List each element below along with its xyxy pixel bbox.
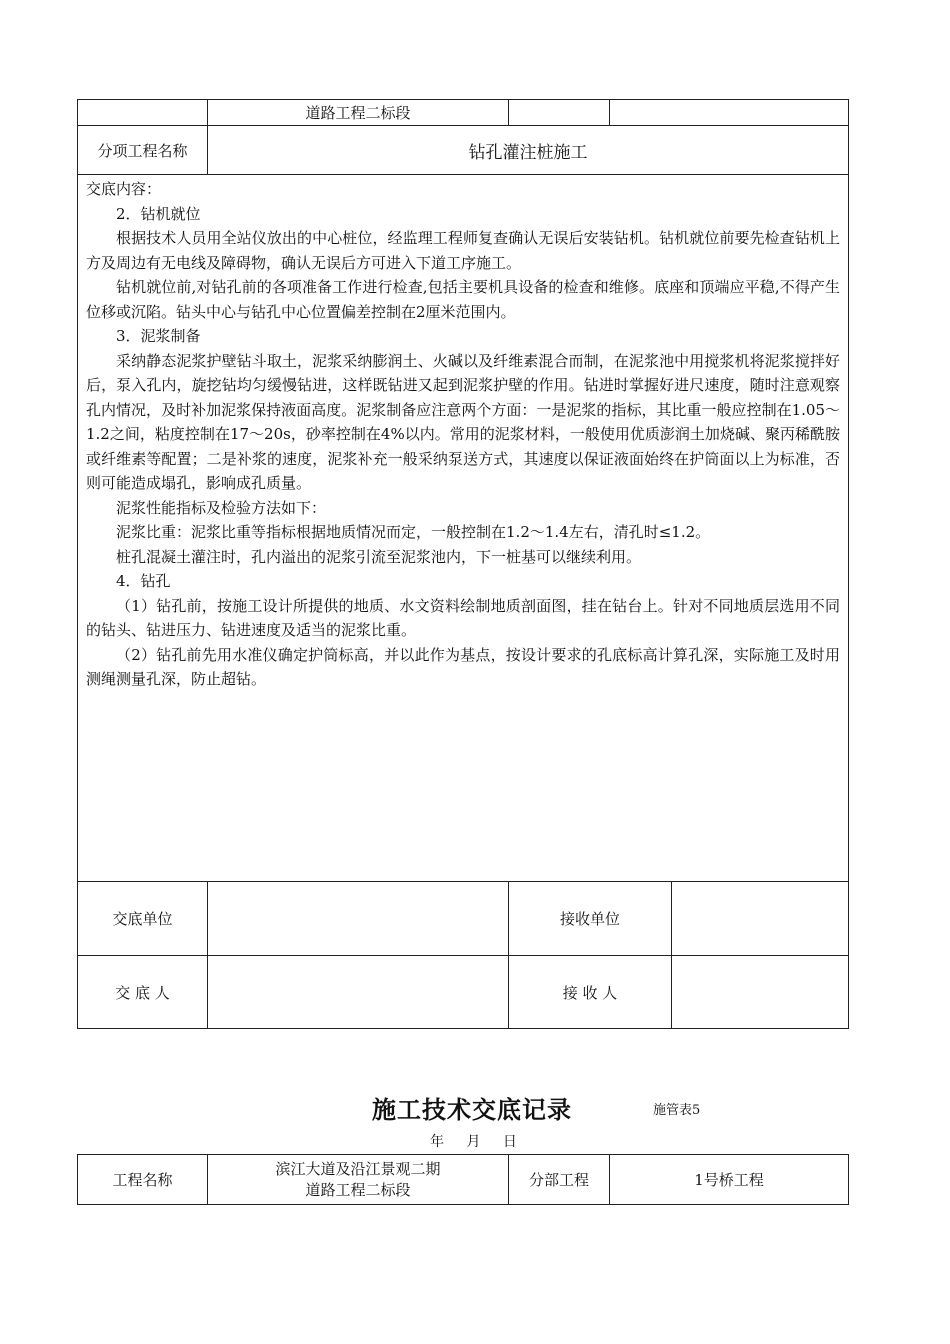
division-value: 1号桥工程 [610,1155,849,1205]
content-paragraph: 根据技术人员用全站仪放出的中心桩位，经监理工程师复查确认无误后安装钻机。钻机就位前要先检查钻机上方及周边有无电线及障碍物，确认无误后方可进入下道工序施工。 [86,229,841,272]
content-paragraph: 3．泥浆制备 [116,327,201,345]
row1-cell1 [78,100,208,126]
sub-item-label: 分项工程名称 [78,126,208,175]
content-paragraph: （1）钻孔前，按施工设计所提供的地质、水文资料绘制地质剖面图，挂在钻台上。针对不同地质层选用不同的钻头、钻进压力、钻进速度及适当的泥浆比重。 [86,596,841,639]
content-paragraph: （2）钻孔前先用水准仪确定护筒标高，并以此作为基点，按设计要求的孔底标高计算孔深，实际施工及时用测绳测量孔深，防止超钻。 [86,645,841,688]
project-name-continued: 道路工程二标段 [208,100,509,126]
division-label: 分部工程 [509,1155,610,1205]
content-paragraph: 4．钻孔 [116,572,171,590]
handover-person-label: 交 底 人 [78,956,208,1029]
receiving-unit-label: 接收单位 [509,882,672,956]
project-name-label: 工程名称 [78,1155,208,1205]
handover-content [78,175,849,882]
receiving-person-value[interactable] [672,956,849,1029]
content-paragraph: 泥浆比重：泥浆比重等指标根据地质情况而定，一般控制在1.2～1.4左右，清孔时≤1.2。 [116,523,711,541]
row1-cell4 [610,100,849,126]
handover-table [77,99,849,1029]
content-paragraph: 2．钻机就位 [116,204,201,223]
handover-unit-value[interactable] [208,882,509,956]
project-info-table [77,1154,849,1205]
sub-item-value: 钻孔灌注桩施工 [208,126,849,175]
receiving-unit-value[interactable] [672,882,849,956]
project-name-value [208,1155,509,1205]
receiving-person-label: 接 收 人 [509,956,672,1029]
content-paragraph: 泥浆性能指标及检验方法如下： [116,498,327,517]
content-heading: 交底内容： [86,180,162,198]
handover-unit-label: 交底单位 [78,882,208,956]
content-paragraph: 桩孔混凝土灌注时，孔内溢出的泥浆引流至泥浆池内，下一桩基可以继续利用。 [116,547,642,566]
project-name-line: 滨江大道及沿江景观二期 [275,1159,441,1178]
project-name-line: 道路工程二标段 [305,1180,411,1199]
row1-cell3 [509,100,610,126]
form-code: 施管表5 [653,1103,701,1118]
handover-person-value[interactable] [208,956,509,1029]
form-title: 施工技术交底记录 [372,1095,572,1124]
content-paragraph: 采纳静态泥浆护壁钻斗取土，泥浆采纳膨润土、火碱以及纤维素混合而制，在泥浆池中用搅浆机将泥浆搅拌好后，泵入孔内，旋挖钻均匀缓慢钻进，这样既钻进又起到泥浆护壁的作用。钻进时掌握好进尺速度，随时注意观察孔内情况，及时补加泥浆保持液面高度。泥浆制备应注意两个方面：一是泥浆的指标，其比重一般应控制在1.05～1.2之间，粘度控制在17～20s，砂率控制在4%以内。常用的泥浆材料，一般使用优质澎润土加烧碱、聚丙稀酰胺或纤维素等配置；二是补浆的速度，泥浆补充一般采纳泵送方式，其速度以保证液面始终在护筒面以上为标准，否则可能造成塌孔，影响成孔质量。 [86,351,841,492]
content-paragraph: 钻机就位前,对钻孔前的各项准备工作进行检查,包括主要机具设备的检查和维修。底座和顶端应平稳,不得产生位移或沉陷。钻头中心与钻孔中心位置偏差控制在2厘米范围内。 [86,278,841,321]
date-line: 年 月 日 [430,1134,517,1150]
